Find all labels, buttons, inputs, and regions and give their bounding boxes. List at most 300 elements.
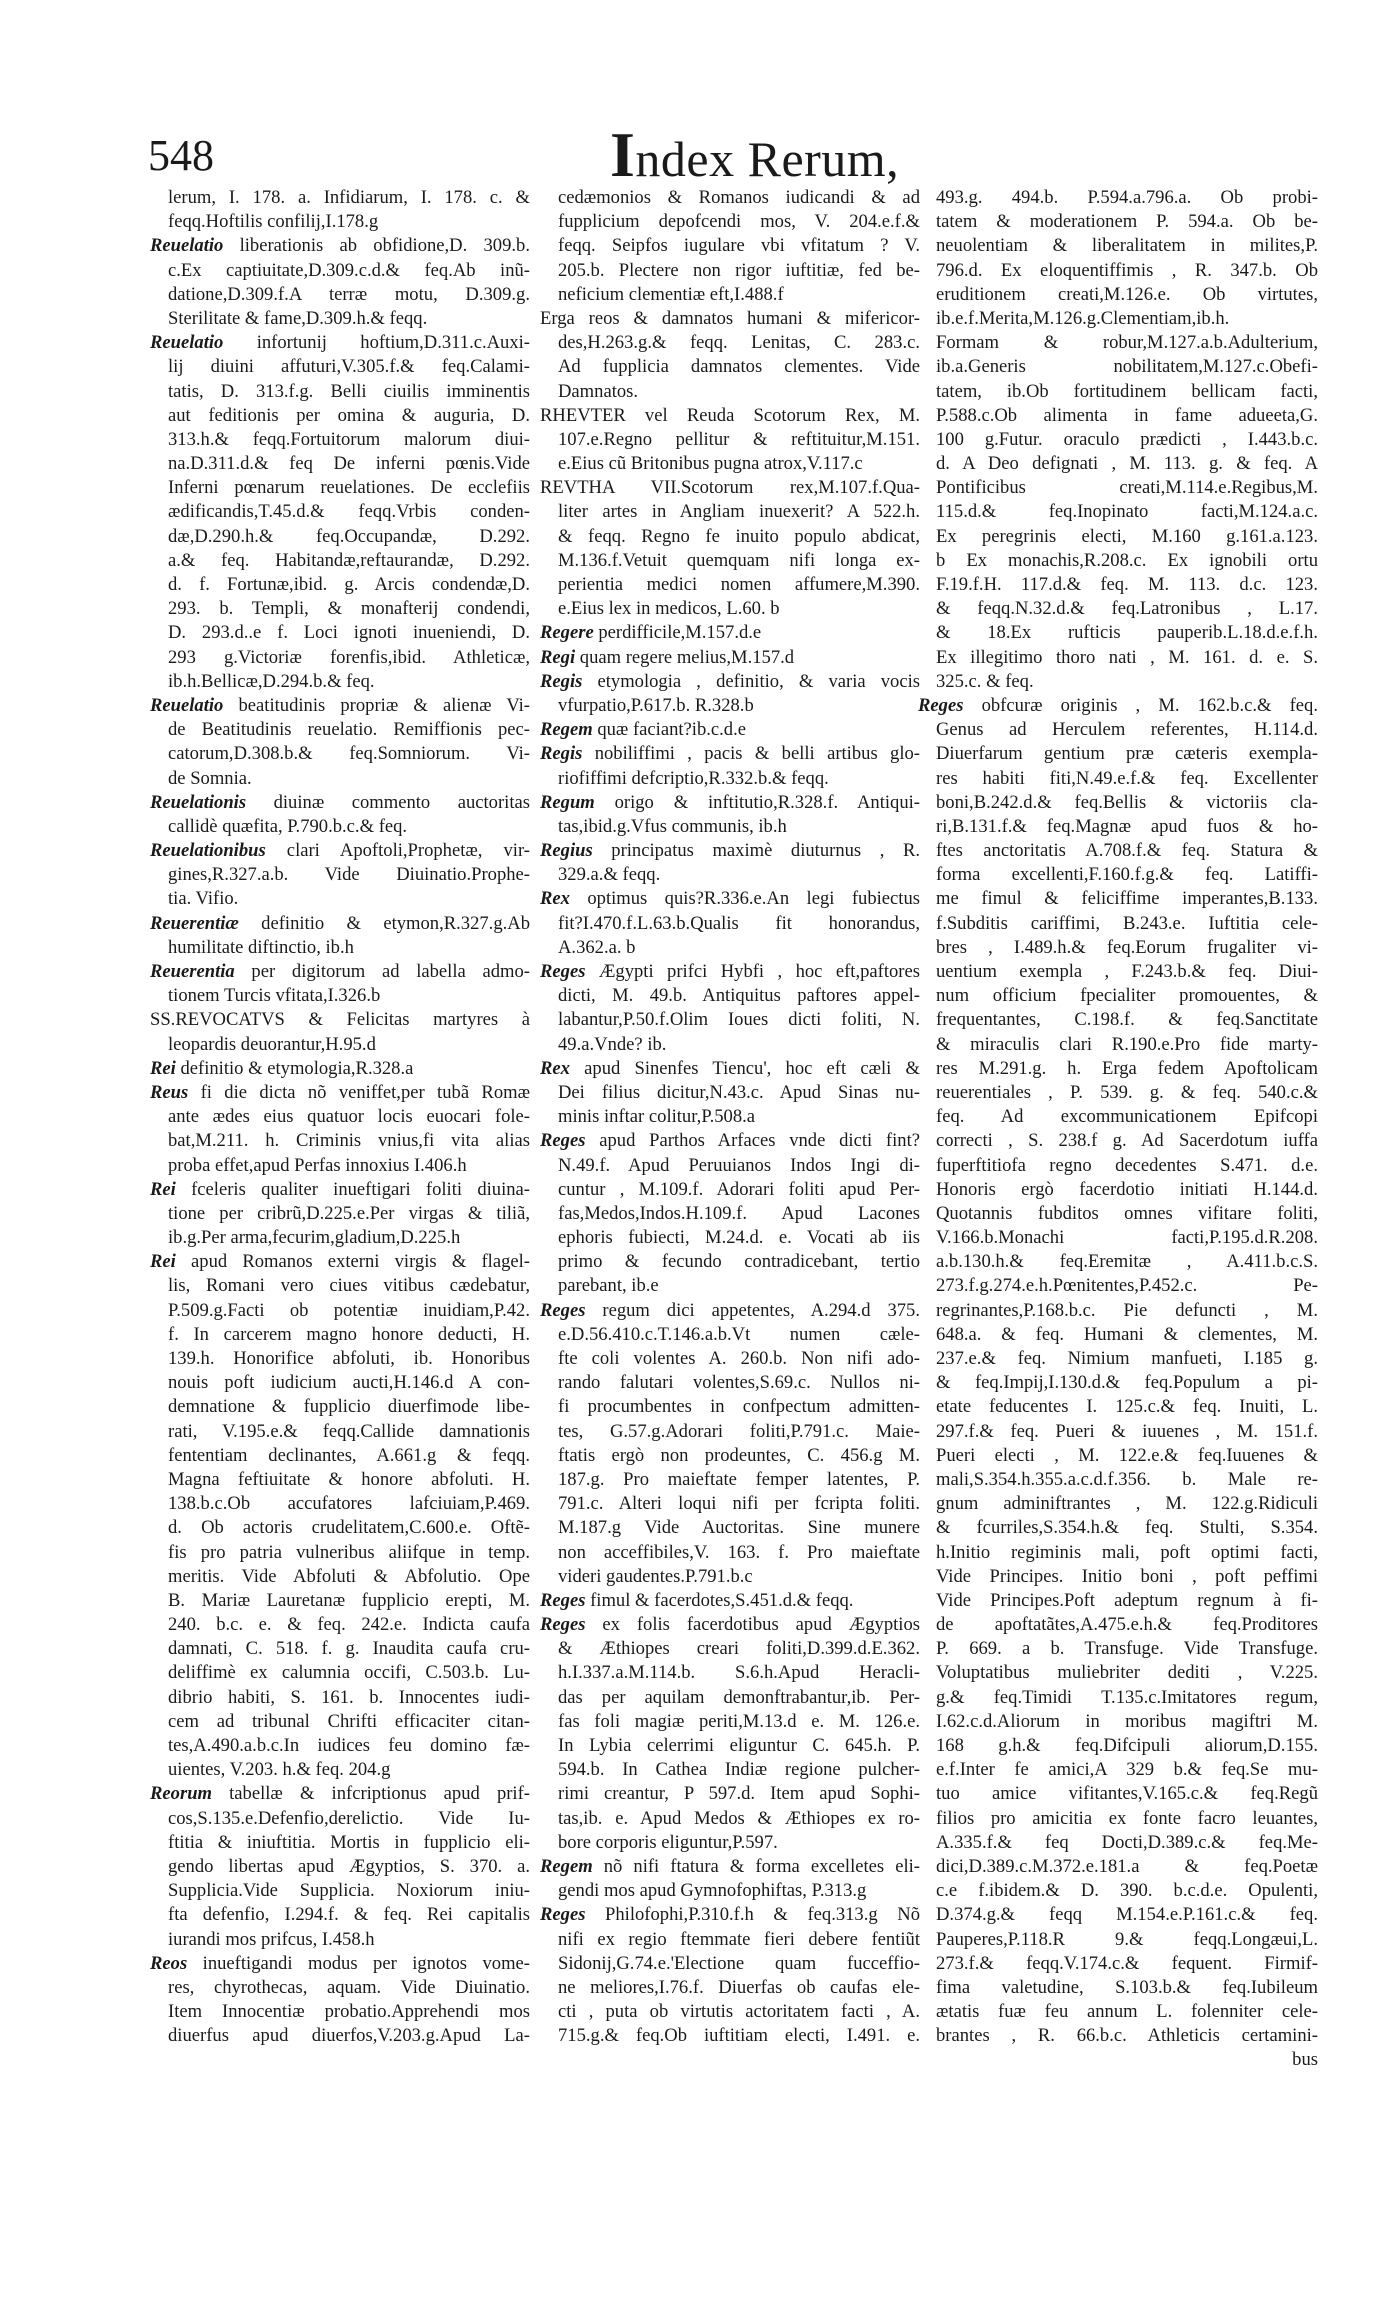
index-entry-line <box>540 1831 920 1855</box>
entry-text: Erga reos & damnatos humani & mifericor- <box>540 307 920 329</box>
entry-text: Item Innocentiæ probatio.Apprehendi mos <box>168 2001 530 2023</box>
entry-text: N.49.f. Apud Peruuianos Indos Ingi di- <box>558 1154 920 1176</box>
entry-keyword: Regis <box>540 743 583 765</box>
index-entry-line <box>918 452 1318 476</box>
entry-text: V.166.b.Monachi facti,P.195.d.R.208. <box>936 1227 1318 1249</box>
index-entry-head-line <box>540 1299 920 1323</box>
entry-text: me fimul & feliciffime imperantes,B.133. <box>936 888 1318 910</box>
entry-text: I.62.c.d.Aliorum in moribus magiftri M. <box>936 1710 1318 1732</box>
index-entry-line <box>540 500 920 524</box>
entry-text: forma excellenti,F.160.f.g.& feq. Latiffi- <box>936 864 1318 886</box>
index-entry-line <box>918 476 1318 500</box>
entry-text: Sterilitate & fame,D.309.h.& feqq. <box>168 307 428 329</box>
entry-text: Diuerfarum gentium præ cæteris exempla- <box>936 743 1318 765</box>
entry-text: f. In carcerem magno honore deducti, H. <box>168 1323 530 1345</box>
index-entry-line <box>540 1928 920 1952</box>
entry-text: de apoftatãtes,A.475.e.h.& feq.Proditores <box>936 1614 1318 1636</box>
index-entry-line <box>918 2024 1318 2048</box>
index-entry-line <box>918 331 1318 355</box>
index-entry-line <box>918 1710 1318 1734</box>
index-entry-line <box>918 1589 1318 1613</box>
entry-text: datione,D.309.f.A terræ motu, D.309.g. <box>168 283 530 305</box>
index-entry-line <box>540 1734 920 1758</box>
entry-text: labantur,P.50.f.Olim Ioues dicti foliti, N. <box>558 1009 920 1031</box>
entry-text: a.& feq. Habitandæ,reftaurandæ, D.292. <box>168 549 530 571</box>
entry-keyword: Regem <box>540 1855 593 1877</box>
entry-text: tas,ibid.g.Vfus communis, ib.h <box>558 815 787 837</box>
index-entry-line <box>150 1541 530 1565</box>
index-entry-line <box>540 1081 920 1105</box>
entry-text: damnati, C. 518. f. g. Inaudita caufa cru- <box>168 1638 530 1660</box>
entry-text: ephoris fubiecti, M.24.d. e. Vocati ab iis <box>558 1227 920 1249</box>
entry-text: perdifficile,M.157.d.e <box>593 622 762 644</box>
entry-text: neuolentiam & liberalitatem in milites,P. <box>936 235 1318 257</box>
index-entry-head-line <box>540 1903 920 1927</box>
entry-keyword: Regi <box>540 646 576 668</box>
index-entry-line <box>150 1831 530 1855</box>
entry-text: ne meliores,I.76.f. Diuerfas ob caufas ele- <box>558 1976 920 1998</box>
index-entry-line <box>150 1395 530 1419</box>
entry-text: obfcuræ originis , M. 162.b.c.& feq. <box>963 694 1318 716</box>
index-entry-line <box>150 1371 530 1395</box>
entry-text: & feqq.N.32.d.& feq.Latronibus , L.17. <box>936 598 1318 620</box>
entry-text: tionem Turcis vfitata,I.326.b <box>168 985 381 1007</box>
index-entry-line <box>918 1807 1318 1831</box>
index-entry-line <box>540 1226 920 1250</box>
entry-text: In Lybia celerrimi eliguntur C. 645.h. P. <box>558 1735 920 1756</box>
entry-text: d. Ob actoris crudelitatem,C.600.e. Oftẽ- <box>168 1517 530 1539</box>
entry-text: Damnatos. <box>558 380 639 402</box>
entry-text: P.509.g.Facti ob potentiæ inuidiam,P.42. <box>168 1299 530 1321</box>
entry-text: bus <box>1292 2049 1318 2071</box>
index-entry-line <box>150 1323 530 1347</box>
index-entry-line <box>540 1976 920 2000</box>
entry-keyword: Regere <box>540 622 594 644</box>
entry-text: filios pro amicitia ex fonte facro leuantes, <box>936 1807 1318 1829</box>
entry-text: Sidonij,G.74.e.'Electione quam fucceffio- <box>558 1952 920 1974</box>
entry-text: F.19.f.H. 117.d.& feq. M. 113. d.c. 123. <box>936 574 1318 595</box>
entry-text: das per aquilam demonftrabantur,ib. Per- <box>558 1686 920 1708</box>
entry-keyword: Rei <box>150 1057 176 1079</box>
index-entry-line <box>540 984 920 1008</box>
entry-text: e.f.Inter fe amici,A 329 b.& feq.Se mu- <box>936 1759 1318 1781</box>
entry-text: 168 g.h.& feq.Difcipuli aliorum,D.155. <box>936 1735 1318 1756</box>
entry-text: apud Parthos Arfaces vnde dicti fint? <box>585 1130 920 1152</box>
entry-text: & fcurriles,S.354.h.& feq. Stulti, S.354. <box>936 1517 1318 1539</box>
index-entry-line <box>540 210 920 234</box>
index-entry-line <box>150 525 530 549</box>
entry-text: clari Apoftoli,Prophetæ, vir- <box>265 840 530 862</box>
entry-text: vfurpatio,P.617.b. R.328.b <box>558 694 754 716</box>
index-entry-line <box>150 380 530 404</box>
index-entry-line <box>918 1468 1318 1492</box>
entry-text: minis inftar colitur,P.508.a <box>558 1106 756 1128</box>
index-entry-line <box>540 936 920 960</box>
entry-text: lis, Romani vero ciues vitibus cædebatur, <box>168 1275 530 1297</box>
index-entry-line <box>540 2000 920 2024</box>
index-entry-line <box>918 1565 1318 1589</box>
index-entry-line <box>918 1057 1318 1081</box>
index-entry-line <box>150 259 530 283</box>
index-entry-head-line <box>540 960 920 984</box>
index-entry-line <box>918 791 1318 815</box>
index-entry-line <box>540 1758 920 1782</box>
index-entry-line <box>540 573 920 597</box>
entry-keyword: Regum <box>540 791 595 813</box>
entry-text: tabellæ & infcriptionus apud prif- <box>212 1783 530 1805</box>
index-entry-line <box>918 1274 1318 1298</box>
entry-text: aut feditionis per omina & auguria, D. <box>168 404 530 426</box>
entry-text: fententiam declinantes, A.661.g & feqq. <box>168 1444 530 1466</box>
entry-text: nouis poft iudicium aucti,H.146.d A con- <box>168 1372 530 1394</box>
index-entry-line <box>150 1033 530 1057</box>
index-entry-line <box>918 1516 1318 1540</box>
index-entry-line <box>150 887 530 911</box>
index-entry-head-line <box>540 476 920 500</box>
index-entry-line <box>918 1226 1318 1250</box>
index-entry-head-line <box>150 694 530 718</box>
index-entry-line <box>540 1661 920 1685</box>
index-entry-head-line <box>540 887 920 911</box>
entry-text: a.b.130.h.& feq.Eremitæ , A.411.b.c.S. <box>936 1251 1318 1273</box>
index-entry-line <box>150 1202 530 1226</box>
entry-keyword: Reuelatio <box>150 694 224 716</box>
entry-text: 205.b. Plectere non rigor iuftitiæ, fed be- <box>558 259 920 281</box>
index-entry-line <box>918 573 1318 597</box>
index-entry-line <box>150 767 530 791</box>
entry-text: ædificandis,T.45.d.& feqq.Vrbis conden- <box>168 501 530 523</box>
entry-text: fis pro patria vulneribus aliifque in temp. <box>168 1541 530 1563</box>
entry-text: Inferni pœnarum reuelationes. De ecclefiis <box>168 477 530 499</box>
index-entry-line <box>918 1928 1318 1952</box>
entry-keyword: Reuelationis <box>150 791 247 813</box>
index-entry-head-line <box>150 1952 530 1976</box>
entry-text: liter artes in Angliam inuexerit? A 522.h. <box>558 501 920 523</box>
entry-text: tatem & moderationem P. 594.a. Ob be- <box>936 211 1318 233</box>
entry-text: h.Initio regiminis mali, poft optimi facti, <box>936 1541 1318 1563</box>
entry-text: f.Subditis cariffimi, B.243.e. Iuftitia cele- <box>936 912 1318 934</box>
index-entry-line <box>150 984 530 1008</box>
index-entry-line <box>150 283 530 307</box>
index-entry-line <box>150 1976 530 2000</box>
index-entry-line <box>150 573 530 597</box>
index-entry-line <box>150 1879 530 1903</box>
entry-text: 240. b.c. e. & feq. 242.e. Indicta caufa <box>168 1614 530 1636</box>
entry-text: Vide Principes.Poft adeptum regnum à fi- <box>936 1589 1318 1611</box>
index-entry-line <box>150 1468 530 1492</box>
entry-keyword: Reges <box>540 1614 586 1636</box>
entry-text: optimus quis?R.336.e.An legi fubiectus <box>569 888 920 910</box>
index-entry-head-line <box>150 960 530 984</box>
entry-text: definitio & etymologia,R.328.a <box>175 1057 414 1079</box>
entry-text: nobiliffimi , pacis & belli artibus glo- <box>582 743 920 765</box>
index-entry-line <box>540 1202 920 1226</box>
entry-text: 49.a.Vnde? ib. <box>558 1033 667 1055</box>
entry-text: beatitudinis propriæ & alienæ Vi- <box>223 694 530 716</box>
entry-text: Dei filius dicitur,N.43.c. Apud Sinas nu- <box>558 1081 920 1103</box>
index-entry-line <box>150 1105 530 1129</box>
index-entry-line <box>150 1903 530 1927</box>
index-entry-line <box>918 1686 1318 1710</box>
entry-keyword: Rei <box>150 1178 176 1200</box>
entry-text: origo & inftitutio,R.328.f. Antiqui- <box>594 791 920 813</box>
index-entry-line <box>540 186 920 210</box>
index-entry-line <box>540 1541 920 1565</box>
entry-text: bat,M.211. h. Criminis vnius,fi vita alias <box>168 1130 530 1152</box>
entry-text: frequentantes, C.198.f. & feq.Sanctitate <box>936 1009 1318 1031</box>
index-entry-line <box>918 815 1318 839</box>
entry-text: fas,Medos,Indos.H.109.f. Apud Lacones <box>558 1202 920 1224</box>
entry-text: tes, G.57.g.Adorari foliti,P.791.c. Maie- <box>558 1420 920 1442</box>
entry-text: apud Romanos externi virgis & flagel- <box>175 1251 530 1273</box>
index-entry-line <box>540 1516 920 1540</box>
entry-text: tes,A.490.a.b.c.In iudices feu domino fæ- <box>168 1735 530 1756</box>
index-entry-line <box>540 1347 920 1371</box>
entry-text: ib.h.Bellicæ,D.294.b.& feq. <box>168 670 375 692</box>
index-entry-line <box>540 1008 920 1032</box>
entry-text: Ægypti prifci Hybfi , hoc eft,paftores <box>585 961 920 982</box>
entry-text: Voluptatibus muliebriter dediti , V.225. <box>936 1662 1318 1684</box>
entry-text: callidè quæfita, P.790.b.c.& feq. <box>168 815 408 837</box>
index-entry-line <box>150 404 530 428</box>
index-entry-line <box>918 887 1318 911</box>
index-entry-line <box>150 815 530 839</box>
entry-text: dibrio habiti, S. 161. b. Innocentes iudi- <box>168 1686 530 1708</box>
entry-text: ftitia & iniuftitia. Mortis in fupplicio eli- <box>168 1831 530 1853</box>
entry-text: ftes anctoritatis A.708.f.& feq. Statura & <box>936 840 1318 862</box>
index-entry-head-line <box>540 742 920 766</box>
entry-keyword: Rei <box>150 1251 176 1273</box>
index-entry-head-line <box>540 839 920 863</box>
entry-text: 273.f.& feqq.V.174.c.& fequent. Firmif- <box>936 1952 1318 1974</box>
index-column-2 <box>540 186 920 2048</box>
entry-text: rimi creantur, P 597.d. Item apud Sophi- <box>558 1783 920 1805</box>
entry-text: 325.c. & feq. <box>936 670 1034 692</box>
entry-text: principatus maximè diuturnus , R. <box>592 840 920 862</box>
index-entry-line <box>918 1758 1318 1782</box>
index-entry-line <box>540 1686 920 1710</box>
entry-text: bres , I.489.h.& feq.Eorum frugaliter vi- <box>936 936 1318 958</box>
entry-text: Genus ad Herculem referentes, H.114.d. <box>936 719 1318 741</box>
entry-text: REVTHA VII.Scotorum rex,M.107.f.Qua- <box>540 477 920 499</box>
index-entry-line <box>540 1444 920 1468</box>
index-entry-line <box>918 767 1318 791</box>
index-entry-line <box>918 380 1318 404</box>
entry-text: etate feducentes I. 125.c.& feq. Inuiti, L. <box>936 1396 1318 1418</box>
index-entry-line <box>918 1371 1318 1395</box>
index-column-1 <box>150 186 530 2048</box>
entry-text: iurandi mos prifcus, I.458.h <box>168 1928 375 1950</box>
entry-text: uentium exempla , F.243.b.& feq. Diui- <box>936 961 1318 982</box>
index-entry-line <box>540 2024 920 2048</box>
index-entry-line <box>540 1565 920 1589</box>
index-entry-line <box>918 2048 1318 2072</box>
entry-keyword: Reuelationibus <box>150 840 266 862</box>
entry-text: riofiffimi defcriptio,R.332.b.& feqq. <box>558 767 829 789</box>
index-entry-line <box>540 863 920 887</box>
entry-keyword: Reges <box>540 1904 586 1926</box>
entry-text: RHEVTER vel Reuda Scotorum Rex, M. <box>540 404 920 426</box>
index-entry-line <box>918 2000 1318 2024</box>
index-entry-line <box>150 1928 530 1952</box>
index-entry-line <box>918 428 1318 452</box>
index-entry-line <box>150 1226 530 1250</box>
index-entry-head-line <box>540 1057 920 1081</box>
index-entry-line <box>150 597 530 621</box>
entry-text: fi die dicta nõ veniffet,per tubã Romæ <box>188 1081 530 1103</box>
entry-text: inueftigandi modus per ignotos vome- <box>187 1952 530 1974</box>
entry-text: feqq.Hoftilis confilij,I.178.g <box>168 211 379 233</box>
entry-text: P.588.c.Ob alimenta in fame adueeta,G. <box>936 404 1318 426</box>
index-entry-line <box>150 1154 530 1178</box>
index-entry-head-line <box>540 621 920 645</box>
entry-text: gnum adminiftrantes , M. 122.g.Ridiculi <box>936 1493 1318 1515</box>
entry-keyword: Reos <box>150 1952 188 1974</box>
index-entry-line <box>150 2000 530 2024</box>
entry-keyword: Reges <box>540 1589 586 1611</box>
index-entry-line <box>918 839 1318 863</box>
index-entry-head-line <box>540 646 920 670</box>
entry-text: fima valetudine, S.103.b.& feq.Iubileum <box>936 1976 1318 1998</box>
entry-keyword: Reuelatio <box>150 235 224 257</box>
index-entry-head-line <box>540 404 920 428</box>
index-entry-line <box>150 1661 530 1685</box>
index-entry-line <box>540 234 920 258</box>
index-entry-line <box>540 452 920 476</box>
index-entry-line <box>540 1395 920 1419</box>
index-entry-line <box>150 186 530 210</box>
index-entry-line <box>918 259 1318 283</box>
running-head-initial: I <box>610 119 636 190</box>
entry-text: Ad fupplicia damnatos clementes. Vide <box>558 356 920 378</box>
entry-text: 791.c. Alteri loqui nifi per fcripta foliti. <box>558 1493 920 1515</box>
entry-text: des,H.263.g.& feqq. Lenitas, C. 283.c. <box>558 332 920 354</box>
index-entry-line <box>150 742 530 766</box>
entry-text: fas foli magiæ periti,M.13.d e. M. 126.e. <box>558 1710 920 1732</box>
entry-text: ib.e.f.Merita,M.126.g.Clementiam,ib.h. <box>936 307 1230 329</box>
index-entry-line <box>918 500 1318 524</box>
index-entry-line <box>918 1952 1318 1976</box>
entry-text: fta defenfio, I.294.f. & feq. Rei capitalis <box>168 1904 530 1926</box>
index-entry-line <box>918 355 1318 379</box>
index-entry-line <box>918 1395 1318 1419</box>
index-entry-line <box>150 428 530 452</box>
entry-text: b Ex monachis,R.208.c. Ex ignobili ortu <box>936 549 1318 571</box>
index-entry-line <box>540 259 920 283</box>
entry-text: & Æthiopes creari foliti,D.399.d.E.362. <box>558 1638 920 1660</box>
entry-text: Philofophi,P.310.f.h & feq.313.g Nõ <box>585 1904 920 1926</box>
running-head <box>610 118 899 192</box>
entry-text: A.335.f.& feq Docti,D.389.c.& feq.Me- <box>936 1831 1318 1853</box>
entry-text: correcti , S. 238.f g. Ad Sacerdotum iuffa <box>936 1130 1318 1152</box>
entry-text: P. 669. a b. Transfuge. Vide Transfuge. <box>936 1638 1318 1660</box>
index-entry-line <box>540 549 920 573</box>
index-entry-line <box>918 597 1318 621</box>
index-entry-line <box>918 1976 1318 2000</box>
entry-text: 273.f.g.274.e.h.Pœnitentes,P.452.c. Pe- <box>936 1275 1318 1297</box>
entry-text: 100 g.Futur. oraculo prædicti , I.443.b.c. <box>936 428 1318 450</box>
index-entry-line <box>918 1178 1318 1202</box>
index-entry-line <box>540 767 920 791</box>
running-head-rest: ndex Rerum, <box>635 131 900 187</box>
index-entry-line <box>150 355 530 379</box>
entry-text: ante ædes eius quatuor locis euocari fole- <box>168 1106 530 1128</box>
entry-text: c.e f.ibidem.& D. 390. b.c.d.e. Opulenti, <box>936 1880 1318 1902</box>
index-entry-line <box>150 1855 530 1879</box>
index-entry-line <box>540 1323 920 1347</box>
entry-text: de Somnia. <box>168 767 252 789</box>
entry-text: mali,S.354.h.355.a.c.d.f.356. b. Male re- <box>936 1468 1318 1490</box>
index-entry-line <box>918 1299 1318 1323</box>
index-entry-head-line <box>150 839 530 863</box>
index-entry-line <box>918 621 1318 645</box>
entry-text: 187.g. Pro maieftate femper latentes, P. <box>558 1468 920 1490</box>
entry-text: ib.a.Generis nobilitatem,M.127.c.Obefi- <box>936 356 1318 378</box>
entry-text: lij diuini affuturi,V.305.f.& feq.Calami- <box>168 356 530 378</box>
index-entry-head-line <box>540 307 920 331</box>
index-entry-line <box>540 283 920 307</box>
index-entry-line <box>918 234 1318 258</box>
index-entry-line <box>150 2024 530 2048</box>
entry-text: d. f. Fortunæ,ibid. g. Arcis condendæ,D. <box>168 574 530 595</box>
entry-text: per digitorum ad labella admo- <box>234 961 530 982</box>
entry-text: parebant, ib.e <box>558 1275 659 1297</box>
entry-text: cedæmonios & Romanos iudicandi & ad <box>558 187 920 208</box>
entry-text: 715.g.& feq.Ob iuftitiam electi, I.491. e. <box>558 2025 920 2047</box>
entry-text: 139.h. Honorifice abfoluti, ib. Honoribus <box>168 1348 530 1369</box>
entry-text: res habiti fiti,N.49.e.f.& feq. Excellenter <box>936 767 1318 789</box>
index-entry-line <box>918 863 1318 887</box>
entry-text: tatis, D. 313.f.g. Belli ciuilis imminentis <box>168 380 530 402</box>
entry-text: e.D.56.410.c.T.146.a.b.Vt numen cæle- <box>558 1323 920 1345</box>
entry-text: 594.b. In Cathea Indiæ regione pulcher- <box>558 1759 920 1781</box>
entry-text: nõ nifi ftatura & forma excelletes eli- <box>592 1855 920 1877</box>
entry-text: primo & fecundo contradicebant, tertio <box>558 1251 920 1273</box>
index-entry-line <box>540 1468 920 1492</box>
entry-text: 313.h.& feqq.Fortuitorum malorum diui- <box>168 428 530 450</box>
entry-keyword: Regis <box>540 670 583 692</box>
entry-text: dicti, M. 49.b. Antiquitus paftores appel- <box>558 985 920 1007</box>
entry-text: tas,ib. e. Apud Medos & Æthiopes ex ro- <box>558 1807 920 1829</box>
entry-text: 796.d. Ex eloquentiffimis , R. 347.b. Ob <box>936 259 1318 281</box>
entry-keyword: Reuerentia <box>150 961 235 982</box>
entry-text: D. 293.d..e f. Loci ignoti inueniendi, D. <box>168 622 530 644</box>
index-entry-head-line <box>150 1782 530 1806</box>
index-entry-line <box>918 1855 1318 1879</box>
index-entry-line <box>150 210 530 234</box>
index-entry-line <box>918 307 1318 331</box>
index-entry-line <box>150 1637 530 1661</box>
entry-keyword: Reges <box>918 694 964 716</box>
entry-text: 237.e.& feq. Nimium manfueti, I.185 g. <box>936 1348 1318 1369</box>
entry-text: fimul & facerdotes,S.451.d.& feqq. <box>585 1589 854 1611</box>
entry-keyword: Reorum <box>150 1783 212 1805</box>
index-entry-line <box>540 1371 920 1395</box>
entry-keyword: Reges <box>540 1130 586 1152</box>
index-entry-head-line <box>540 1589 920 1613</box>
entry-text: infortunij hoftium,D.311.c.Auxi- <box>223 332 530 354</box>
entry-text: regrinantes,P.168.b.c. Pie defuncti , M. <box>936 1299 1318 1321</box>
index-entry-line <box>150 476 530 500</box>
entry-text: proba effet,apud Perfas innoxius I.406.h <box>168 1154 467 1176</box>
entry-text: ftatis ergò non prodeuntes, C. 456.g M. <box>558 1444 920 1466</box>
index-entry-line <box>918 1879 1318 1903</box>
index-entry-line <box>918 1661 1318 1685</box>
entry-text: dici,D.389.c.M.372.e.181.a & feq.Poetæ <box>936 1855 1318 1877</box>
index-entry-line <box>540 1807 920 1831</box>
index-entry-line <box>150 1758 530 1782</box>
entry-text: na.D.311.d.& feq De inferni pœnis.Vide <box>168 453 530 475</box>
